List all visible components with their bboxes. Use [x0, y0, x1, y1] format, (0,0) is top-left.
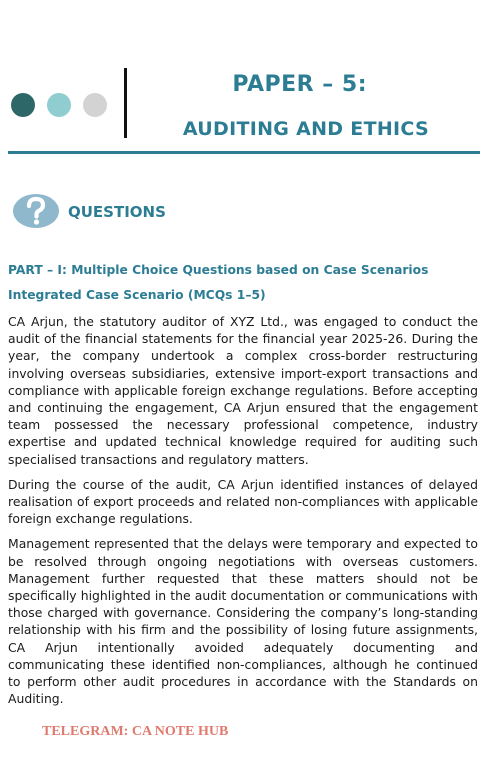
dot-grey	[83, 93, 107, 117]
part-heading: PART – I: Multiple Choice Questions based on Case Scenarios	[8, 263, 429, 277]
header-rule	[8, 151, 480, 154]
dot-light-teal	[47, 93, 71, 117]
telegram-watermark: TELEGRAM: CA NOTE HUB	[42, 724, 229, 739]
case-scenario-text	[8, 313, 478, 715]
dot-dark	[11, 93, 35, 117]
questions-heading: QUESTIONS	[68, 203, 166, 221]
paper-subtitle: AUDITING AND ETHICS	[182, 118, 429, 140]
decorative-dots	[11, 93, 107, 117]
header-divider	[124, 68, 127, 138]
paragraph: During the course of the audit, CA Arjun identified instances of delayed realisation of export proceeds and related non-compliances with applicable foreign exchange regulations.	[8, 476, 478, 527]
paragraph: CA Arjun, the statutory auditor of XYZ Ltd., was engaged to conduct the audit of the financial statements for the financial year 2025-26. During the year, the company undertook a complex cross-border restructuring involving overseas subsidiaries, extensive import-export transactions and compliance with applicable foreign exchange regulations. Before accepting and continuing the engagement, CA Arjun ensured that the engagement team possessed the necessary professional competence, industry expertise and updated technical knowledge required for auditing such specialised transactions and regulatory matters.	[8, 314, 478, 467]
scenario-heading: Integrated Case Scenario (MCQs 1–5)	[8, 288, 266, 302]
paragraph: Management represented that the delays were temporary and expected to be resolved through ongoing negotiations with overseas customers. Management further requested that these matters should not be specifically highlighted in the audit documentation or communications with those charged with governance. Considering the company’s long-standing relationship with his firm and the possibility of losing future assignments, CA Arjun intentionally avoided adequately documenting and communicating these identified non-compliances, although he continued to perform other audit procedures in accordance with the Standards on Auditing.	[8, 536, 478, 707]
paper-title: PAPER – 5:	[232, 72, 367, 97]
question-mark-icon	[12, 193, 60, 229]
